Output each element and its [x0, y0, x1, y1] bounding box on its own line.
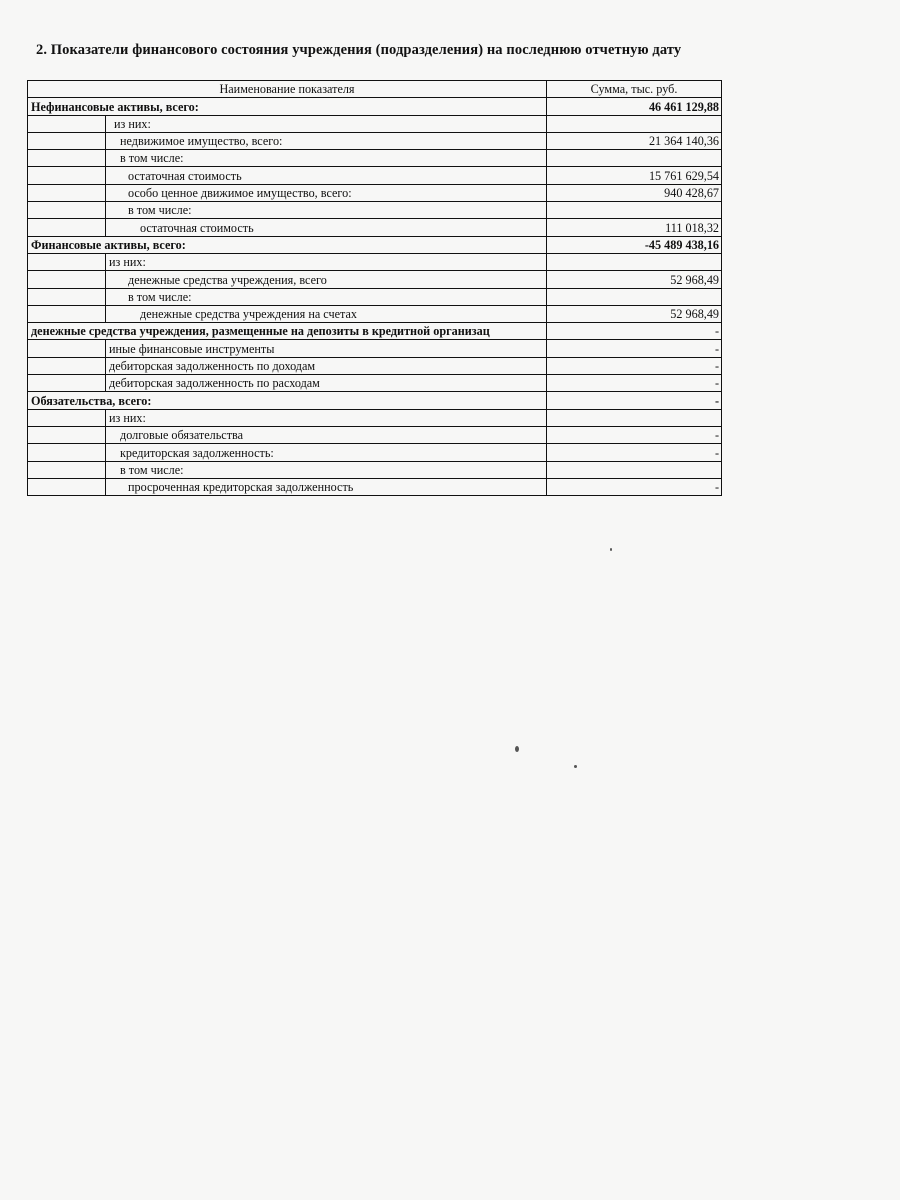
row-label: кредиторская задолженность: [106, 444, 547, 461]
row-label: Нефинансовые активы, всего: [28, 98, 547, 115]
table-row [28, 305, 722, 322]
scan-speck [515, 746, 519, 752]
row-label: денежные средства учреждения на счетах [106, 305, 547, 322]
row-label: денежные средства учреждения, всего [106, 271, 547, 288]
row-value: - [547, 426, 722, 443]
row-value [547, 202, 722, 219]
table-row [28, 478, 722, 495]
row-value [547, 253, 722, 270]
financial-indicators-table [27, 80, 722, 496]
table-row [28, 236, 722, 253]
table-row [28, 167, 722, 184]
row-label: остаточная стоимость [106, 167, 547, 184]
scan-speck [574, 765, 577, 768]
row-label: особо ценное движимое имущество, всего: [106, 184, 547, 201]
table-row [28, 392, 722, 409]
row-value: 15 761 629,54 [547, 167, 722, 184]
row-value: 52 968,49 [547, 305, 722, 322]
row-value: - [547, 357, 722, 374]
scan-speck [610, 548, 612, 551]
table-row [28, 98, 722, 115]
table-row [28, 219, 722, 236]
table-row [28, 461, 722, 478]
table-row [28, 357, 722, 374]
row-value: - [547, 478, 722, 495]
table-row [28, 184, 722, 201]
row-label: дебиторская задолженность по доходам [106, 357, 547, 374]
row-label: денежные средства учреждения, размещенные на депозиты в кредитной организац [28, 323, 547, 340]
table-row [28, 202, 722, 219]
table-row [28, 288, 722, 305]
row-value: 46 461 129,88 [547, 98, 722, 115]
table-row [28, 444, 722, 461]
row-value [547, 150, 722, 167]
table-row [28, 271, 722, 288]
row-label: в том числе: [106, 150, 547, 167]
row-value: 111 018,32 [547, 219, 722, 236]
table-row [28, 132, 722, 149]
table-row [28, 375, 722, 392]
row-value: 52 968,49 [547, 271, 722, 288]
row-label: в том числе: [106, 461, 547, 478]
row-label: остаточная стоимость [106, 219, 547, 236]
row-label: иные финансовые инструменты [106, 340, 547, 357]
row-value [547, 461, 722, 478]
row-value: - [547, 340, 722, 357]
row-label: дебиторская задолженность по расходам [106, 375, 547, 392]
row-value: - [547, 323, 722, 340]
row-label: просроченная кредиторская задолженность [106, 478, 547, 495]
row-value: -45 489 438,16 [547, 236, 722, 253]
table-row [28, 150, 722, 167]
table-row [28, 340, 722, 357]
row-value: - [547, 392, 722, 409]
row-value [547, 288, 722, 305]
row-label: из них: [106, 115, 547, 132]
table-row [28, 115, 722, 132]
table-header-row [28, 81, 722, 98]
row-value: 940 428,67 [547, 184, 722, 201]
table-row [28, 426, 722, 443]
page-title: 2. Показатели финансового состояния учреждения (подразделения) на последнюю отчетную дату [36, 42, 682, 58]
row-value: - [547, 375, 722, 392]
row-label: долговые обязательства [106, 426, 547, 443]
table-row [28, 253, 722, 270]
row-label: из них: [106, 253, 547, 270]
table-row [28, 323, 722, 340]
row-label: Финансовые активы, всего: [28, 236, 547, 253]
row-label: недвижимое имущество, всего: [106, 132, 547, 149]
row-label: в том числе: [106, 288, 547, 305]
row-value: 21 364 140,36 [547, 132, 722, 149]
row-label: из них: [106, 409, 547, 426]
row-value [547, 409, 722, 426]
table-row [28, 409, 722, 426]
row-label: Обязательства, всего: [28, 392, 547, 409]
row-value: - [547, 444, 722, 461]
row-label: в том числе: [106, 202, 547, 219]
header-indicator-name: Наименование показателя [28, 81, 547, 98]
header-sum: Сумма, тыс. руб. [547, 81, 722, 98]
row-value [547, 115, 722, 132]
